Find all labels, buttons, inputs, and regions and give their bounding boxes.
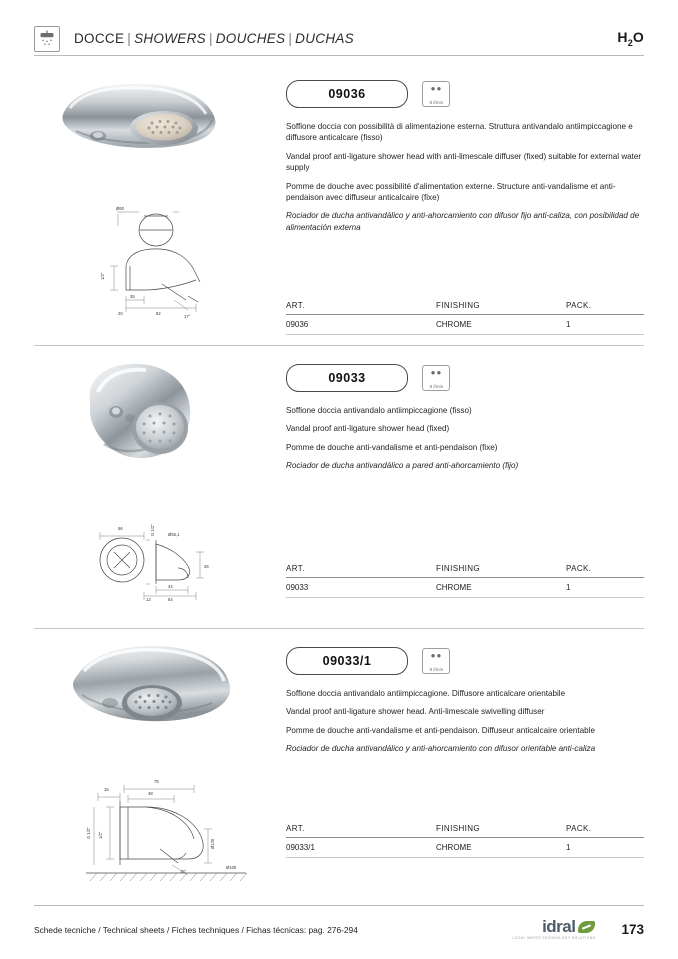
col-pack-header: PACK. bbox=[566, 824, 592, 833]
desc-en: Vandal proof anti-ligature shower head (fixed) bbox=[286, 424, 450, 434]
product-photo bbox=[56, 76, 236, 166]
desc-en: Vandal proof anti-ligature shower head. Anti-limescale swivelling diffuser bbox=[286, 707, 545, 717]
technical-drawing bbox=[82, 522, 242, 602]
col-finishing-header: FINISHING bbox=[436, 301, 481, 310]
table-header-row bbox=[286, 821, 644, 838]
product-block bbox=[34, 346, 644, 629]
leaf-icon bbox=[578, 921, 595, 933]
h2o-logo bbox=[617, 29, 644, 48]
col-pack-header: PACK. bbox=[566, 564, 592, 573]
desc-it: Soffione doccia antivandalo antiimpiccagione (fisso) bbox=[286, 406, 472, 415]
article-table bbox=[286, 821, 644, 858]
page-header bbox=[34, 22, 644, 56]
svg-text:12: 12 bbox=[146, 597, 151, 602]
product-code: 09033/1 bbox=[286, 647, 408, 675]
svg-text:56: 56 bbox=[118, 526, 123, 531]
col-art-header: ART. bbox=[286, 564, 305, 573]
svg-text:1/2": 1/2" bbox=[100, 272, 105, 280]
title-en: SHOWERS bbox=[134, 31, 206, 46]
title-es: DUCHAS bbox=[295, 31, 354, 46]
footer-note: Schede tecniche / Technical sheets / Fiches techniques / Fichas técnicas: pag. 276-294 bbox=[34, 924, 358, 935]
desc-it: Soffione doccia antivandalo antiimpiccagione. Diffusore anticalcare orientabile bbox=[286, 689, 566, 698]
col-finishing-header: FINISHING bbox=[436, 564, 481, 573]
svg-text:17°: 17° bbox=[184, 314, 191, 319]
title-sep-2: | bbox=[208, 31, 213, 46]
desc-fr: Pomme de douche anti-vandalisme et anti-pendaison. Diffuseur anticalcaire orientable bbox=[286, 725, 595, 735]
svg-text:15°: 15° bbox=[180, 869, 187, 874]
drop-icon: ●● bbox=[430, 651, 443, 660]
brand-name-wrap bbox=[542, 918, 595, 935]
table-row bbox=[286, 578, 644, 598]
flow-value: 8 l/min bbox=[429, 667, 444, 672]
drop-icon: ●● bbox=[430, 84, 443, 93]
page-number: 173 bbox=[621, 921, 644, 937]
svg-text:82: 82 bbox=[156, 311, 161, 316]
product-description bbox=[286, 688, 644, 755]
product-photo bbox=[66, 639, 241, 744]
svg-text:Ø100: Ø100 bbox=[226, 865, 237, 870]
cell-art: 09033/1 bbox=[286, 843, 315, 852]
flow-value: 8 l/min bbox=[429, 100, 444, 105]
product-images bbox=[34, 346, 269, 629]
svg-text:15: 15 bbox=[104, 787, 109, 792]
svg-text:54: 54 bbox=[168, 597, 173, 602]
title-fr: DOUCHES bbox=[215, 31, 286, 46]
flow-value: 8 l/min bbox=[429, 384, 444, 389]
cell-pack: 1 bbox=[566, 843, 571, 852]
logo-h: H bbox=[617, 29, 628, 46]
table-row bbox=[286, 838, 644, 858]
col-art-header: ART. bbox=[286, 301, 305, 310]
logo-o: O bbox=[632, 29, 644, 46]
product-info bbox=[286, 364, 644, 472]
svg-text:G 1/2": G 1/2" bbox=[150, 524, 155, 536]
brand-name: idral bbox=[542, 917, 576, 937]
desc-es: Rociador de ducha antivandálico y anti-ahorcamiento con difusor orientable anti-caliza bbox=[286, 744, 596, 754]
shower-icon bbox=[34, 26, 60, 52]
product-info bbox=[286, 80, 644, 233]
cell-art: 09036 bbox=[286, 320, 309, 329]
idral-logo bbox=[512, 918, 595, 940]
col-art-header: ART. bbox=[286, 824, 305, 833]
dim-label: Ø60 bbox=[116, 206, 124, 211]
svg-text:20: 20 bbox=[118, 311, 123, 316]
product-code: 09036 bbox=[286, 80, 408, 108]
title-sep-1: | bbox=[127, 31, 132, 46]
product-description bbox=[286, 121, 644, 233]
product-code: 09033 bbox=[286, 364, 408, 392]
technical-drawing bbox=[96, 204, 226, 324]
product-images bbox=[34, 62, 269, 346]
svg-text:Ø120: Ø120 bbox=[210, 838, 215, 849]
desc-fr: Pomme de douche avec possibilité d'alimentation externe. Structure anti-vandalisme et anti-pendaison avec diffuseur anticalcaire (fixe) bbox=[286, 181, 616, 203]
col-pack-header: PACK. bbox=[566, 301, 592, 310]
product-description bbox=[286, 405, 644, 472]
cell-finishing: CHROME bbox=[436, 583, 472, 592]
col-finishing-header: FINISHING bbox=[436, 824, 481, 833]
title-sep-3: | bbox=[288, 31, 293, 46]
product-images bbox=[34, 629, 269, 907]
logo-2: 2 bbox=[627, 37, 633, 48]
footer-right bbox=[512, 918, 644, 940]
svg-text:35: 35 bbox=[130, 294, 135, 299]
product-photo bbox=[74, 358, 224, 478]
product-block bbox=[34, 62, 644, 346]
page-title bbox=[74, 31, 354, 46]
svg-text:48: 48 bbox=[148, 791, 153, 796]
cell-art: 09033 bbox=[286, 583, 309, 592]
svg-text:Ø55,1: Ø55,1 bbox=[168, 532, 180, 537]
cell-finishing: CHROME bbox=[436, 320, 472, 329]
svg-text:42: 42 bbox=[168, 584, 173, 589]
table-header-row bbox=[286, 561, 644, 578]
title-it: DOCCE bbox=[74, 31, 125, 46]
flow-rate-badge bbox=[422, 365, 450, 391]
desc-en: Vandal proof anti-ligature shower head with anti-limescale diffuser (fixed) suitable for external water supply bbox=[286, 151, 642, 173]
table-header-row bbox=[286, 298, 644, 315]
svg-text:75: 75 bbox=[154, 779, 159, 784]
flow-rate-badge bbox=[422, 648, 450, 674]
product-info bbox=[286, 647, 644, 755]
brand-tagline: LOCAL WATER TECHNOLOGY SOLUTIONS bbox=[512, 936, 596, 941]
cell-pack: 1 bbox=[566, 583, 571, 592]
desc-es: Rociador de ducha antivandálico y anti-ahorcamiento con difusor fijo anti-caliza, con posibilidad de alimentación externa bbox=[286, 211, 640, 232]
article-table bbox=[286, 298, 644, 335]
product-block bbox=[34, 629, 644, 907]
drop-icon: ●● bbox=[430, 368, 443, 377]
cell-pack: 1 bbox=[566, 320, 571, 329]
desc-es: Rociador de ducha antivandálico a pared anti-ahorcamiento (fijo) bbox=[286, 461, 519, 471]
page-footer bbox=[34, 905, 644, 945]
technical-drawing bbox=[76, 777, 261, 897]
cell-finishing: CHROME bbox=[436, 843, 472, 852]
article-table bbox=[286, 561, 644, 598]
desc-fr: Pomme de douche anti-vandalisme et anti-pendaison (fixe) bbox=[286, 442, 498, 452]
svg-text:G 1/2": G 1/2" bbox=[86, 827, 91, 839]
desc-it: Soffione doccia con possibilità di alimentazione esterna. Struttura antivandalo antiimpiccagione e diffusore anticalcare (fisso) bbox=[286, 122, 633, 143]
svg-text:26: 26 bbox=[204, 564, 209, 569]
table-row bbox=[286, 315, 644, 335]
svg-text:1/2": 1/2" bbox=[98, 831, 103, 839]
flow-rate-badge bbox=[422, 81, 450, 107]
